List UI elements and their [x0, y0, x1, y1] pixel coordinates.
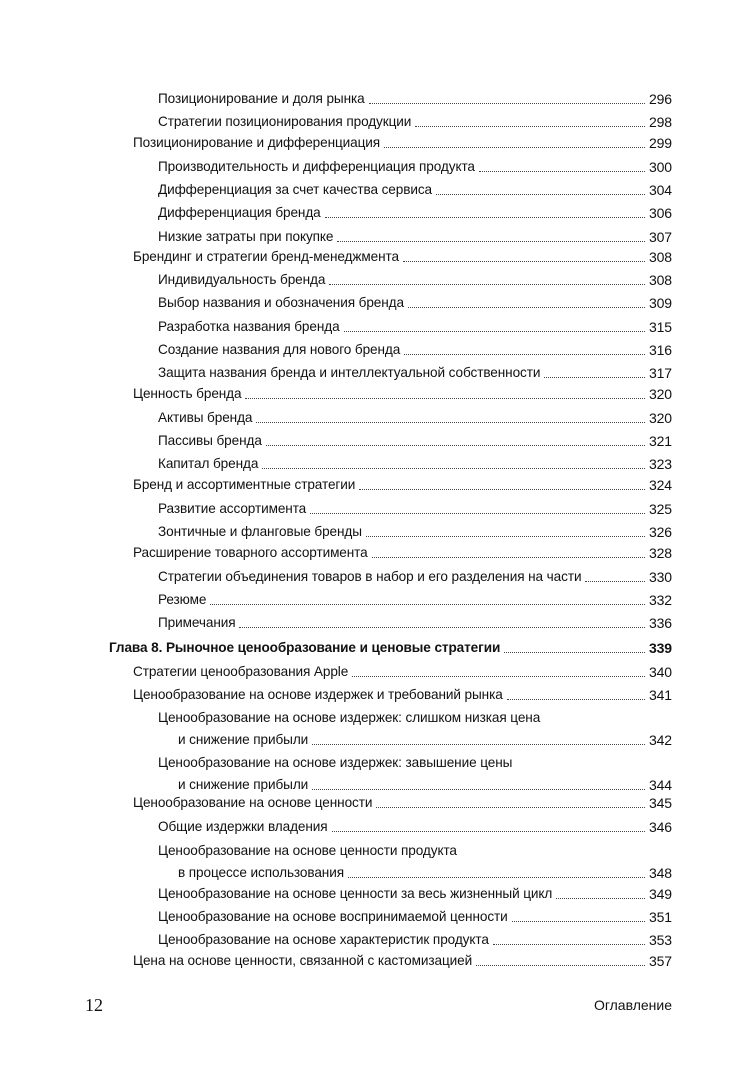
- toc-entry-page: 316: [648, 342, 672, 358]
- leader-dots: [325, 216, 645, 218]
- toc-entry-title-continued: и снижение прибыли: [178, 777, 309, 792]
- toc-entry-title: Примечания: [158, 615, 236, 630]
- leader-dots: [384, 146, 645, 148]
- leader-dots: [512, 920, 645, 922]
- toc-entry: [109, 269, 672, 291]
- toc-entry-title: Ценообразование на основе издержек и требований рынка: [133, 687, 503, 702]
- toc-entry: [109, 202, 672, 224]
- toc-entry-title: Ценообразование на основе ценности: [133, 795, 373, 810]
- toc-entry: [109, 521, 672, 543]
- toc-entry-title: Капитал бренда: [158, 456, 259, 471]
- toc-entry: [109, 906, 672, 928]
- toc-entry: [109, 589, 672, 611]
- toc-entry: [109, 179, 672, 201]
- toc-entry: [109, 292, 672, 314]
- toc-entry: [109, 707, 672, 751]
- toc-entry: [109, 792, 672, 814]
- toc-entry-title-continued: и снижение прибыли: [178, 732, 309, 747]
- leader-dots: [348, 876, 645, 878]
- toc-entry-page: 349: [648, 886, 672, 902]
- toc-entry: [109, 453, 672, 475]
- toc-entry: [109, 752, 672, 796]
- toc-entry-title: Активы бренда: [158, 410, 253, 425]
- toc-entry: [109, 316, 672, 338]
- leader-dots: [415, 125, 645, 127]
- toc-entry-title: Производительность и дифференциация продукта: [158, 159, 475, 174]
- leader-dots: [403, 260, 645, 262]
- leader-dots: [337, 240, 645, 242]
- leader-dots: [256, 421, 645, 423]
- toc-entry-page: 299: [648, 135, 672, 151]
- toc-entry: [109, 430, 672, 452]
- toc-entry-title: Расширение товарного ассортимента: [133, 545, 368, 560]
- toc-entry-page: 300: [648, 159, 672, 175]
- toc-entry-page: 345: [648, 795, 672, 811]
- leader-dots: [239, 626, 644, 628]
- toc-entry: [109, 661, 672, 683]
- toc-entry-title: Дифференциация за счет качества сервиса: [158, 182, 432, 197]
- toc-entry: [109, 929, 672, 951]
- toc-entry: [109, 883, 672, 905]
- leader-dots: [310, 512, 645, 514]
- toc-entry-page: 326: [648, 524, 672, 540]
- toc-entry: [109, 362, 672, 384]
- toc-entry: [109, 132, 672, 154]
- toc-entry: [109, 950, 672, 972]
- toc-entry: [109, 566, 672, 588]
- toc-entry-page: 324: [648, 477, 672, 493]
- toc-entry-page: 341: [648, 687, 672, 703]
- leader-dots: [245, 397, 644, 399]
- toc-entry-page: 307: [648, 229, 672, 245]
- toc-entry-title: Ценообразование на основе характеристик продукта: [158, 932, 489, 947]
- toc-entry: [109, 111, 672, 133]
- leader-dots: [372, 556, 645, 558]
- toc-entry: [109, 498, 672, 520]
- leader-dots: [504, 651, 645, 653]
- toc-entry-page: 321: [648, 433, 672, 449]
- leader-dots: [352, 675, 645, 677]
- toc-entry-page: 304: [648, 182, 672, 198]
- toc-entry-page: 336: [648, 615, 672, 631]
- toc-entry: [109, 840, 672, 884]
- toc-entry-title: Ценообразование на основе издержек: завышение цены: [158, 755, 513, 770]
- toc-entry-title: Стратегии объединения товаров в набор и его разделения на части: [158, 569, 582, 584]
- toc-entry-title: Выбор названия и обозначения бренда: [158, 295, 404, 310]
- toc-entry-page: 340: [648, 664, 672, 680]
- toc-entry-title: Защита названия бренда и интеллектуальной собственности: [158, 365, 541, 380]
- leader-dots: [344, 330, 645, 332]
- toc-entry: [109, 88, 672, 110]
- leader-dots: [312, 743, 645, 745]
- toc-entry-title-continued: в процессе использования: [178, 865, 344, 880]
- toc-entry-title: Ценообразование на основе ценности продукта: [158, 843, 457, 858]
- toc-entry: [109, 226, 672, 248]
- toc-entry: [109, 407, 672, 429]
- toc-entry-title: Бренд и ассортиментные стратегии: [133, 477, 356, 492]
- toc-entry-page: 296: [648, 91, 672, 107]
- toc-entry-page: 298: [648, 114, 672, 130]
- toc-entry-title: Индивидуальность бренда: [158, 272, 326, 287]
- toc-entry-title: Стратегии ценообразования Apple: [133, 664, 349, 679]
- leader-dots: [329, 283, 645, 285]
- toc-entry-title: Цена на основе ценности, связанной с кастомизацией: [133, 953, 473, 968]
- toc-entry-page: 328: [648, 545, 672, 561]
- toc-entry-page: 308: [648, 272, 672, 288]
- toc-entry-page: 357: [648, 953, 672, 969]
- toc-entry-title: Ценообразование на основе издержек: слишком низкая цена: [158, 710, 541, 725]
- toc-entry: [109, 684, 672, 706]
- leader-dots: [210, 603, 645, 605]
- toc-entry: [109, 612, 672, 634]
- leader-dots: [332, 830, 645, 832]
- toc-entry-title: Резюме: [158, 592, 207, 607]
- toc-entry-page: 320: [648, 410, 672, 426]
- leader-dots: [266, 444, 645, 446]
- toc-entry-page: 332: [648, 592, 672, 608]
- leader-dots: [312, 788, 645, 790]
- leader-dots: [404, 353, 645, 355]
- leader-dots: [493, 943, 645, 945]
- toc-entry-title: Пассивы бренда: [158, 433, 262, 448]
- toc-entry-page: 330: [648, 569, 672, 585]
- leader-dots: [359, 488, 645, 490]
- toc-entry-page: 351: [648, 909, 672, 925]
- toc-entry-title: Общие издержки владения: [158, 819, 328, 834]
- toc-entry-title: Позиционирование и дифференциация: [133, 135, 381, 150]
- toc-entry-title: Брендинг и стратегии бренд-менеджмента: [133, 249, 399, 264]
- toc-entry-title: Разработка названия бренда: [158, 319, 340, 334]
- toc-entry-title: Зонтичные и фланговые бренды: [158, 524, 362, 539]
- leader-dots: [507, 698, 645, 700]
- toc-entry-title: Позиционирование и доля рынка: [158, 91, 365, 106]
- toc-entry-title: Создание названия для нового бренда: [158, 342, 401, 357]
- toc-chapter-entry: [109, 637, 672, 659]
- toc-entry-title: Глава 8. Рыночное ценообразование и ценовые стратегии: [109, 640, 501, 655]
- toc-entry-title: Стратегии позиционирования продукции: [158, 114, 412, 129]
- toc-entry-page: 325: [648, 501, 672, 517]
- toc-entry-page: 346: [648, 819, 672, 835]
- toc-entry: [109, 474, 672, 496]
- toc-entry-title: Дифференциация бренда: [158, 205, 321, 220]
- page-number: 12: [85, 995, 103, 1015]
- leader-dots: [369, 102, 645, 104]
- toc-entry-title: Ценообразование на основе ценности за весь жизненный цикл: [158, 886, 553, 901]
- toc-entry: [109, 246, 672, 268]
- toc-entry-page: 306: [648, 205, 672, 221]
- leader-dots: [436, 193, 645, 195]
- toc-entry: [109, 156, 672, 178]
- toc-entry-page: 353: [648, 932, 672, 948]
- toc-entry-title: Ценообразование на основе воспринимаемой ценности: [158, 909, 508, 924]
- leader-dots: [585, 580, 645, 582]
- toc-entry-page: 339: [648, 640, 672, 656]
- toc-entry-title: Развитие ассортимента: [158, 501, 307, 516]
- leader-dots: [556, 897, 645, 899]
- leader-dots: [479, 170, 645, 172]
- toc-entry-page: 320: [648, 386, 672, 402]
- leader-dots: [376, 806, 645, 808]
- leader-dots: [262, 467, 645, 469]
- leader-dots: [366, 535, 645, 537]
- toc-entry-page: 344: [648, 777, 672, 793]
- leader-dots: [476, 964, 645, 966]
- toc-entry-title: Ценность бренда: [133, 386, 242, 401]
- toc-entry-page: 308: [648, 249, 672, 265]
- toc-entry: [109, 816, 672, 838]
- leader-dots: [544, 376, 645, 378]
- toc-entry: [109, 339, 672, 361]
- toc-entry-title: Низкие затраты при покупке: [158, 229, 334, 244]
- toc-entry-page: 342: [648, 732, 672, 748]
- toc-entry-page: 348: [648, 865, 672, 881]
- toc-entry: [109, 383, 672, 405]
- toc-entry-page: 309: [648, 295, 672, 311]
- toc-entry: [109, 542, 672, 564]
- toc-entry-page: 317: [648, 365, 672, 381]
- toc-entry-page: 323: [648, 456, 672, 472]
- toc-entry-page: 315: [648, 319, 672, 335]
- leader-dots: [408, 306, 645, 308]
- running-head: Оглавление: [593, 997, 672, 1013]
